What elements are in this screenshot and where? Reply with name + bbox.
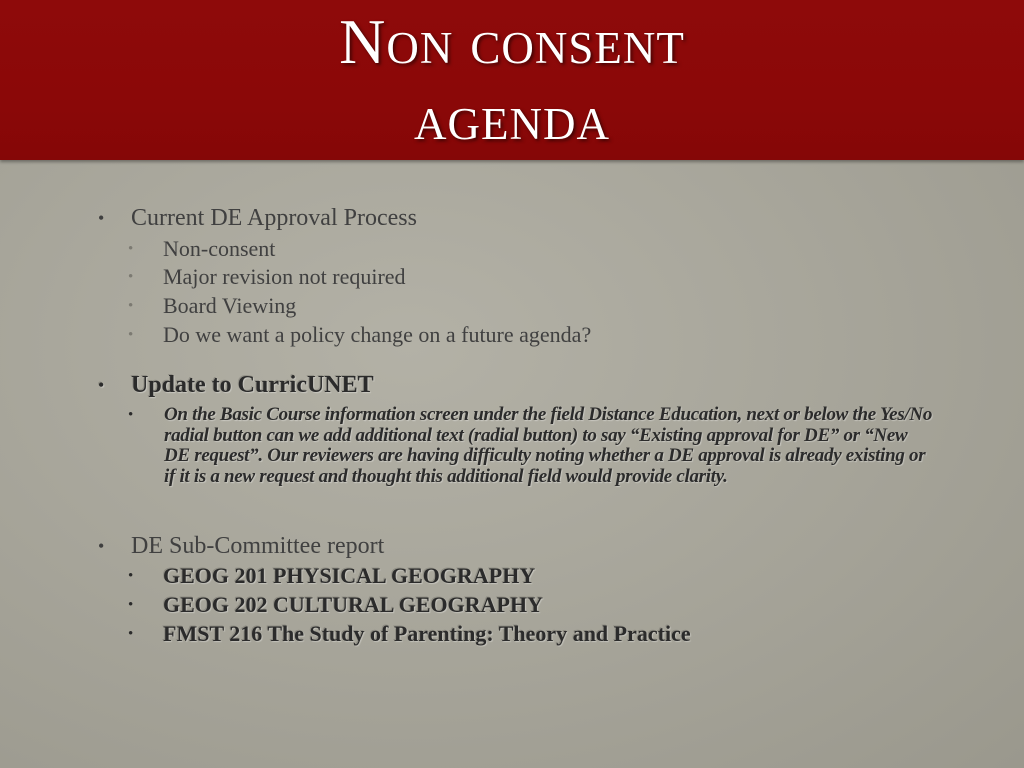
list-item-text: GEOG 201 PHYSICAL GEOGRAPHY: [163, 563, 536, 588]
title-line-2: agenda: [414, 82, 610, 153]
list-item: [128, 321, 591, 349]
list-item: [128, 263, 406, 291]
list-item: [128, 591, 543, 619]
bullet-icon: •: [128, 626, 134, 642]
list-item-text: Do we want a policy change on a future agenda?: [163, 322, 592, 347]
bullet-icon: •: [128, 327, 134, 343]
bullet-icon: •: [128, 568, 134, 584]
title-line-1: Non consent: [339, 6, 685, 77]
bullet-icon: •: [128, 298, 134, 314]
curricunet-request-paragraph: On the Basic Course information screen under the field Distance Education, next or below the Yes/No radial button can we add additional text (radial button) to say “Existing approval for DE” or “New DE request”. Our reviewers are having difficulty noting whether a DE approval is already existing or if it is a new request and thought this additional field would provide clarity.: [164, 404, 933, 487]
section-heading-de-approval: [98, 203, 417, 233]
bullet-icon: •: [128, 597, 134, 613]
paragraph-bullet: [128, 401, 163, 429]
list-item: [128, 235, 275, 263]
section-heading: Update to CurricUNET: [131, 372, 374, 398]
bullet-icon: •: [98, 208, 105, 228]
list-item-text: FMST 216 The Study of Parenting: Theory and Practice: [163, 621, 691, 646]
section-heading-curricunet: [98, 370, 374, 400]
list-item: [128, 562, 535, 590]
bullet-icon: •: [128, 241, 134, 257]
bullet-icon: •: [128, 407, 134, 423]
bullet-icon: •: [98, 375, 105, 395]
section-heading-de-subcommittee: [98, 531, 384, 561]
section-heading: Current DE Approval Process: [131, 205, 417, 231]
section-heading: DE Sub-Committee report: [131, 533, 385, 559]
bullet-icon: •: [98, 536, 105, 556]
list-item-text: Major revision not required: [163, 264, 406, 289]
list-item-text: Board Viewing: [163, 293, 297, 318]
list-item-text: GEOG 202 CULTURAL GEOGRAPHY: [163, 592, 543, 617]
bullet-icon: •: [128, 269, 134, 285]
list-item-text: Non-consent: [163, 236, 276, 261]
list-item: [128, 292, 296, 320]
list-item: [128, 620, 691, 648]
